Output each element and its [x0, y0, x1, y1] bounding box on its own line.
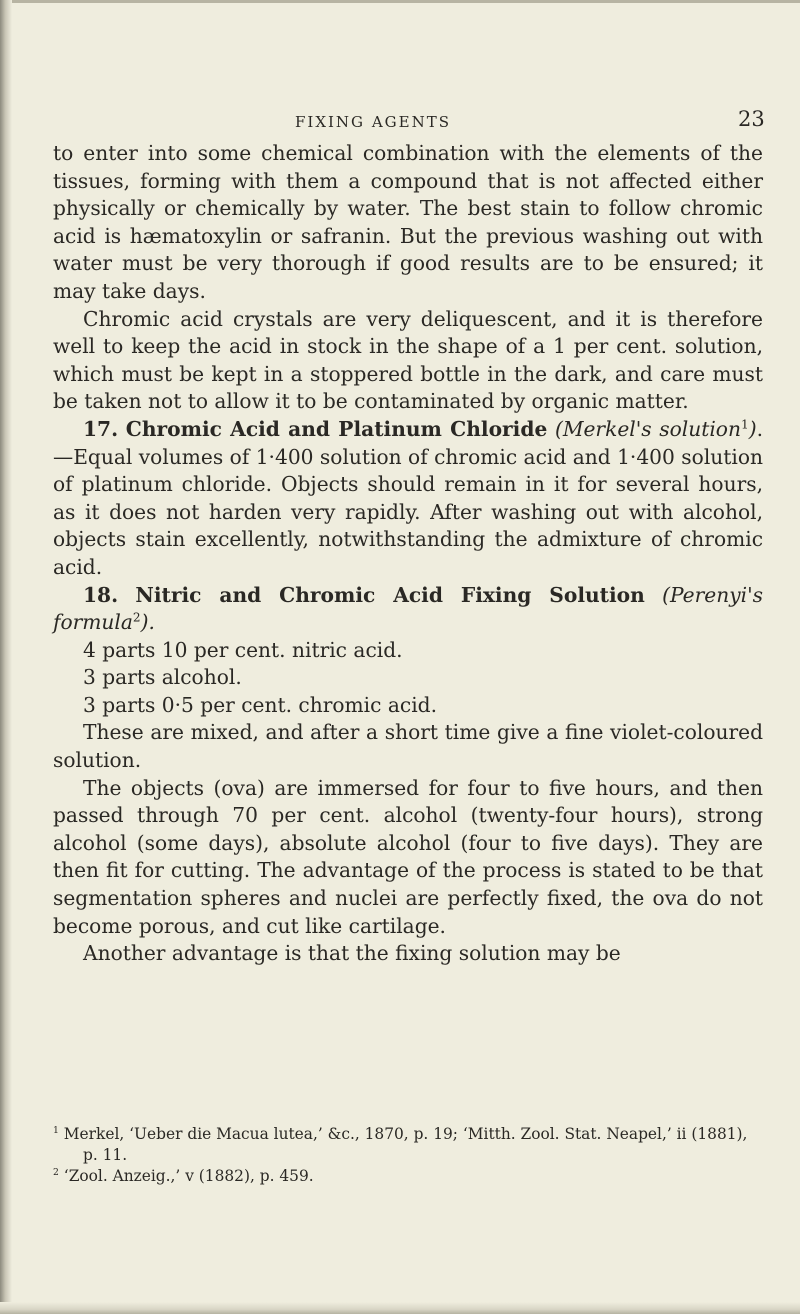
- section-17-text: .—Equal volumes of 1·400 solution of chromic acid and 1·400 solution of platinum chloride. Objects should remain in it for several hours, as it does not harden very rapidly. After washing out with alcohol, objects stain excellently, notwithstanding the admixture of chromic acid.: [53, 416, 763, 579]
- section-18: [53, 582, 763, 637]
- footnote-ref-1: 1: [740, 417, 749, 432]
- section-18-subtitle-close: ).: [140, 610, 155, 635]
- section-18-heading: Nitric and Chromic Acid Fixing Solution: [135, 582, 645, 607]
- section-17-subtitle-close: ): [748, 416, 757, 441]
- section-17-heading: Chromic Acid and Platinum Chloride: [125, 416, 548, 441]
- section-18-number: 18.: [83, 582, 119, 607]
- page-bottom-edge: [0, 1302, 800, 1314]
- body-text: [53, 140, 763, 968]
- section-18-subtitle: (Perenyi's formula: [53, 582, 763, 635]
- footnotes: [53, 1124, 763, 1187]
- footnote-ref-2: 2: [132, 610, 141, 625]
- section-17: [53, 416, 763, 582]
- section-17-subtitle: (Merkel's solution: [554, 416, 741, 441]
- footnote-1: [53, 1124, 763, 1166]
- footnote-2: [53, 1166, 763, 1187]
- ingredient-item: 3 parts alcohol.: [83, 665, 242, 690]
- running-header: FIXING AGENTS: [295, 113, 451, 131]
- footnote-text: ‘Zool. Anzeig.,’ v (1882), p. 459.: [63, 1167, 314, 1185]
- paragraph: Another advantage is that the fixing solution may be: [83, 941, 621, 966]
- footnote-mark: 1: [53, 1124, 59, 1136]
- footnote-mark: 2: [53, 1166, 59, 1178]
- ingredient-item: 4 parts 10 per cent. nitric acid.: [83, 637, 403, 662]
- footnote-text: Merkel, ‘Ueber die Macua lutea,’ &c., 1870, p. 19; ‘Mitth. Zool. Stat. Neapel,’ ii (1881), p. 11.: [63, 1125, 748, 1164]
- paragraph: Chromic acid crystals are very deliquescent, and it is therefore well to keep the acid in stock in the shape of a 1 per cent. solution, which must be kept in a stoppered bottle in the dark, and care must be taken not to allow it to be contaminated by organic matter.: [53, 306, 763, 414]
- ingredient-item: 3 parts 0·5 per cent. chromic acid.: [83, 692, 437, 717]
- ingredient-list: [83, 637, 763, 720]
- paragraph: The objects (ova) are immersed for four to five hours, and then passed through 70 per cent. alcohol (twenty-four hours), strong alcohol (some days), absolute alcohol (four to five days). They are then fit for cutting. The advantage of the process is stated to be that segmentation spheres and nuclei are perfectly fixed, the ova do not become porous, and cut like cartilage.: [53, 775, 763, 938]
- page-top-edge: [0, 0, 800, 3]
- paragraph: These are mixed, and after a short time give a fine violet-coloured solution.: [53, 720, 763, 773]
- page-number: 23: [738, 107, 765, 131]
- section-17-number: 17.: [83, 416, 119, 441]
- page-binding-edge: [0, 0, 12, 1314]
- paragraph: to enter into some chemical combination with the elements of the tissues, forming with them a compound that is not affected either physically or chemically by water. The best stain to follow chromic acid is hæmatoxylin or safranin. But the previous washing out with water must be very thorough if good results are to be ensured; it may take days.: [53, 141, 763, 303]
